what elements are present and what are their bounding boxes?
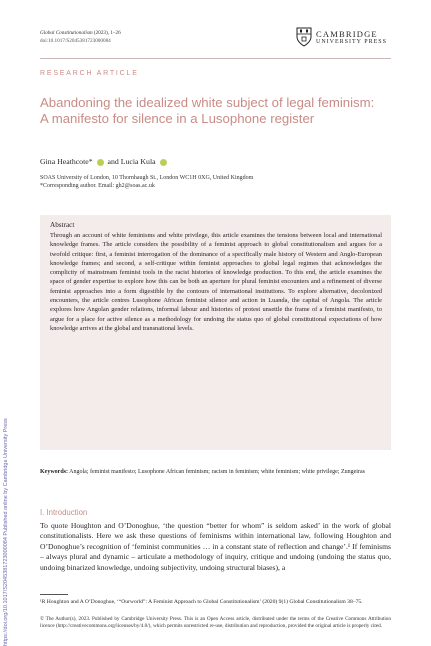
body-paragraph: To quote Houghton and O’Donoghue, ‘the question “better for whom” is seldom asked’ in the work of global constitutionalists. Here we ask these questions of feminisms within international law, following Houghton and O’Donoghue’s recognition of ‘feminist communities … in a constant state of reflection and change’.¹ If feminisms – always plural and dynamic – articulate a methodology of inquiry, critique and undoing (undoing the status quo, undoing binarized knowledge, undoing subjectivity, undoing structural biases), a [40, 521, 391, 572]
footnote: ¹R Houghton and A O’Donoghue, ‘“Ourworld”: A Feminist Approach to Global Constitutionalism’ (2020) 9(1) Global Constitutionalism 38–75. [40, 599, 363, 605]
abstract-text: Through an account of white feminisms and white privilege, this article examines the tensions between local and international knowledge frames. The article considers the possibility of a feminist approach to global constitutionalism and argues for a twofold critique: first, a feminist interrogation of the dominance of a specifically male history of Western and Anglo-European knowledge frames; and second, a self-critique within feminist approaches to global legal regimes that acknowledges the complicity of mainstream feminist tools in the racist histories of knowledge production. To this end, the article examines the space of gender expertise to explore how this can be both an aperture for plural feminist encounters and a refinement of diverse feminist approaches into a form digestible by the contours of international institutions. To explore alternative, decolonized encounters, the article centres Lusophone African feminist silence and action in Luanda, the capital of Angola. The article explores how Angolan gender relations, informal labour and histories of protest unsettle the frame of a feminist manifesto, to argue for a place for active silence as a methodology for undoing the status quo of global constitutional expectations of how knowledge arrives at the global and transnational levels. [50, 232, 382, 332]
orcid-icon[interactable] [160, 159, 167, 166]
journal-issue: (2023), 1–26 [92, 30, 121, 36]
copyright-notice: © The Author(s), 2023. Published by Cambridge University Press. This is an Open Access article, distributed under the terms of the Creative Commons Attribution licence (http://creativecommons.org/licenses/by/4.0/), which permits unrestricted re-use, distribution and reproduction, provided the original article is properly cited. [40, 616, 391, 629]
corresponding-author: *Corresponding author. Email: gh2@soas.ac.uk [40, 183, 155, 189]
journal-name: Global Constitutionalism [40, 30, 93, 36]
doi-link[interactable]: doi:10.1017/S2045381723000084 [40, 38, 111, 44]
doi-sidebar-link[interactable]: https://doi.org/10.1017/S2045381723000084 Published online by Cambridge University Press [3, 418, 9, 646]
orcid-icon[interactable] [97, 159, 104, 166]
publisher-name: CAMBRIDGE [316, 29, 378, 39]
author-name: Gina Heathcote* [40, 157, 93, 166]
abstract-box [40, 215, 391, 450]
section-heading: I. Introduction [40, 508, 88, 517]
keywords-label: Keywords: [40, 469, 68, 475]
article-title: Abandoning the idealized white subject of legal feminism: A manifesto for silence in a Lusophone register [40, 95, 375, 127]
authors [40, 157, 169, 166]
affiliation: SOAS University of London, 10 Thornhaugh St., London WC1H 0XG, United Kingdom [40, 175, 254, 181]
keywords-list: Angola; feminist manifesto; Lusophone African feminism; racism in feminism; white feminism; white privilege; Zungeiras [68, 469, 365, 475]
article-type: RESEARCH ARTICLE [40, 70, 139, 77]
keywords [40, 468, 392, 477]
affiliation-block [40, 174, 253, 190]
publisher-subname: UNIVERSITY PRESS [316, 39, 387, 45]
shield-icon [296, 27, 312, 47]
author-name: and Lucia Kula [107, 157, 156, 166]
journal-citation [40, 30, 121, 37]
footnote-divider [40, 594, 68, 595]
abstract-heading: Abstract [50, 221, 75, 229]
header-divider [40, 58, 391, 59]
cambridge-logo [296, 27, 396, 49]
